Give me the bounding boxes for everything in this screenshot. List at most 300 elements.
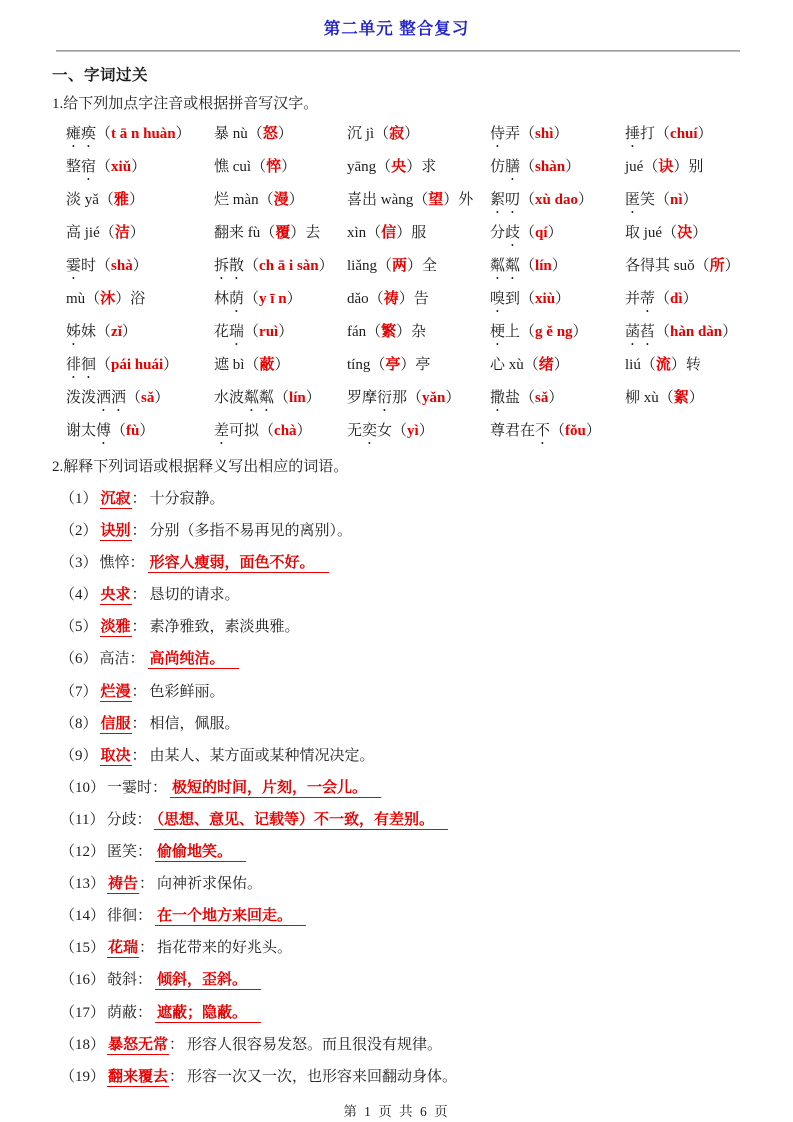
item-number: （3）	[60, 555, 98, 572]
word-entry	[214, 151, 347, 184]
entry-text: ）	[565, 159, 581, 175]
item-number: （7）	[60, 683, 98, 700]
entry-text: ）求	[406, 159, 437, 175]
entry-text: ）	[682, 291, 698, 307]
word-entry	[66, 250, 214, 283]
word-entry	[66, 382, 214, 415]
word-entry	[214, 415, 347, 448]
word-term: 央求	[100, 587, 131, 604]
answer-red: yì	[407, 423, 419, 439]
entry-text: 妹（	[81, 324, 112, 340]
entry-text: 仿	[490, 159, 506, 175]
word-entry	[490, 382, 625, 415]
title-divider	[56, 50, 740, 52]
entry-text: 各得其 suǒ（	[625, 258, 710, 274]
entry-text: 憔 cuì（	[214, 159, 267, 175]
entry-text: ）别	[673, 159, 704, 175]
word-entry	[490, 283, 625, 316]
dotted-character: 菡萏	[625, 324, 656, 340]
entry-text: ）	[692, 225, 708, 241]
word-entry	[66, 118, 214, 151]
entry-text: tíng（	[347, 357, 386, 373]
answer-red: nì	[670, 192, 683, 208]
word-entry	[66, 151, 214, 184]
entry-text: ）	[121, 324, 137, 340]
entry-text: （	[126, 390, 142, 406]
word-term: 诀别	[100, 523, 131, 540]
word-entry	[490, 118, 625, 151]
dotted-character: 霎	[66, 258, 82, 274]
entry-text: ）	[286, 291, 302, 307]
item-number: （4）	[60, 587, 98, 604]
entry-text: ）	[281, 159, 297, 175]
answer-red: shà	[111, 258, 133, 274]
word-entry	[214, 217, 347, 250]
word-entry	[66, 316, 214, 349]
word-term: 信服	[100, 715, 131, 732]
word-entry	[66, 283, 214, 316]
word-entry	[66, 184, 214, 217]
answer-red: ruì	[259, 324, 279, 340]
term-colon: ：	[139, 940, 155, 957]
entry-text: liú（	[625, 357, 656, 373]
entry-text: ）	[154, 390, 170, 406]
word-entry	[347, 283, 490, 316]
word-term: 淡雅	[100, 619, 131, 636]
entry-text: xìn（	[347, 225, 382, 241]
dotted-character: 徘徊	[66, 357, 97, 373]
answer-red: 怒	[262, 126, 278, 142]
answer-red: sǎ	[141, 390, 155, 406]
entry-text: jué（	[625, 159, 659, 175]
definition-item	[60, 964, 793, 996]
entry-text: 打（	[640, 126, 671, 142]
entry-text: yāng（	[347, 159, 392, 175]
answer-red: sǎ	[535, 390, 549, 406]
entry-text: ）	[278, 324, 294, 340]
answer-red: chà	[274, 423, 297, 439]
definition-text: 倾斜，歪斜。	[155, 972, 261, 990]
word-term: 烂漫	[100, 683, 131, 700]
entry-text: ）	[129, 225, 145, 241]
entry-text: ）	[132, 258, 148, 274]
entry-text: ）	[572, 324, 588, 340]
dotted-character: 捶	[625, 126, 641, 142]
dotted-character: 洒洒	[96, 390, 127, 406]
word-entry	[625, 349, 785, 382]
definition-item	[60, 676, 793, 708]
answer-red: ch ā i sàn	[259, 258, 319, 274]
entry-text: ）	[274, 357, 290, 373]
answer-red: y ī n	[259, 291, 287, 307]
item-number: （6）	[60, 651, 98, 668]
definition-item	[60, 868, 793, 900]
answer-red: 望	[428, 192, 444, 208]
word-entry	[490, 415, 625, 448]
answer-red: 寂	[389, 126, 405, 142]
term-colon: ：	[139, 876, 155, 893]
word-term: 荫蔽	[107, 1004, 138, 1021]
answer-red: zǐ	[111, 324, 122, 340]
entry-text: ）	[724, 258, 740, 274]
dotted-character: 匿	[625, 192, 641, 208]
definition-item	[60, 483, 793, 515]
word-entry	[66, 415, 214, 448]
word-entry	[625, 184, 785, 217]
answer-red: 决	[677, 225, 693, 241]
item-number: （17）	[60, 1004, 106, 1021]
entry-text: ）	[288, 192, 304, 208]
word-term: 翻来覆去	[108, 1068, 169, 1085]
answer-red: 悴	[266, 159, 282, 175]
definition-text: 向神祈求保佑。	[157, 876, 263, 893]
answer-red: xù dao	[535, 192, 578, 208]
word-entry	[625, 283, 785, 316]
definition-item	[60, 836, 793, 868]
entry-text: ）	[131, 159, 147, 175]
item-number: （5）	[60, 619, 98, 636]
word-entry	[347, 151, 490, 184]
dotted-character: 侍	[490, 126, 506, 142]
entry-text: 尊君在	[490, 423, 536, 439]
word-entry	[347, 415, 490, 448]
answer-red: 祷	[383, 291, 399, 307]
word-term: 徘徊	[107, 908, 138, 925]
answer-red: 繁	[381, 324, 397, 340]
section2-instruction: 2.解释下列词语或根据释义写出相应的词语。	[52, 459, 349, 475]
entry-text: （	[96, 159, 112, 175]
word-entry	[625, 151, 785, 184]
entry-text: ）	[296, 423, 312, 439]
entry-text: ）服	[396, 225, 427, 241]
section1-heading: 一、字词过关	[52, 67, 149, 84]
item-number: （2）	[60, 523, 98, 540]
definition-text: 由某人、某方面或某种情况决定。	[149, 747, 375, 764]
definition-item	[60, 547, 793, 579]
entry-text: dǎo（	[347, 291, 384, 307]
entry-text: ）	[175, 126, 191, 142]
entry-text: ）	[553, 126, 569, 142]
entry-text: ）	[577, 192, 593, 208]
term-colon: ：	[129, 555, 145, 572]
entry-text: 柳 xù（	[625, 390, 674, 406]
dotted-character: 嗅	[490, 291, 506, 307]
entry-text: 泼泼	[66, 390, 97, 406]
word-entry	[214, 118, 347, 151]
entry-text: 那（	[392, 390, 423, 406]
entry-text: mù（	[66, 291, 101, 307]
word-entry	[490, 250, 625, 283]
entry-text: 笑（	[640, 192, 671, 208]
entry-text: 整	[66, 159, 82, 175]
answer-red: chuí	[670, 126, 698, 142]
entry-text: 并	[625, 291, 641, 307]
entry-text: 可拟（	[229, 423, 275, 439]
dotted-character: 絮叨	[490, 192, 521, 208]
word-entry	[214, 184, 347, 217]
word-entry	[490, 217, 625, 250]
term-colon: ：	[131, 715, 147, 732]
definition-item	[60, 932, 793, 964]
item-number: （10）	[60, 779, 106, 796]
answer-red: hàn dàn	[670, 324, 723, 340]
word-entry	[214, 283, 347, 316]
word-term: 攲斜	[107, 972, 138, 989]
answer-red: xiù	[535, 291, 556, 307]
word-term: 高洁	[99, 651, 130, 668]
term-colon: ：	[131, 587, 147, 604]
answer-red: t ā n huàn	[111, 126, 176, 142]
definition-item	[60, 900, 793, 932]
dotted-character: 瑞	[229, 324, 245, 340]
entry-text: ）	[682, 192, 698, 208]
answer-red: 覆	[275, 225, 291, 241]
entry-text: ）外	[443, 192, 474, 208]
answer-red: dì	[670, 291, 683, 307]
item-number: （13）	[60, 876, 106, 893]
definition-text: 分别（多指不易再见的离别）。	[149, 523, 353, 540]
answer-red: g ě ng	[535, 324, 573, 340]
word-entry	[66, 349, 214, 382]
word-term: 分歧	[106, 811, 137, 828]
definition-item	[60, 579, 793, 611]
dotted-character: 瘫痪	[66, 126, 97, 142]
definition-text: 形容人瘦弱，面色不好。	[148, 555, 329, 573]
answer-red: pái huái	[111, 357, 164, 373]
entry-text: 谢太	[66, 423, 97, 439]
answer-red: 絮	[673, 390, 689, 406]
word-term: 匿笑	[107, 844, 138, 861]
item-number: （18）	[60, 1036, 106, 1053]
word-entry	[490, 184, 625, 217]
entry-text: 分	[490, 225, 506, 241]
word-term: 沉寂	[100, 491, 131, 507]
definition-item	[60, 643, 793, 675]
item-number: （15）	[60, 940, 106, 957]
answer-red: 洁	[114, 225, 130, 241]
item-number: （19）	[60, 1068, 106, 1085]
definition-text: 遮蔽；隐蔽。	[155, 1005, 261, 1023]
definition-item	[60, 1029, 793, 1061]
word-entry	[490, 349, 625, 382]
item-number: （8）	[60, 715, 98, 732]
word-entry	[490, 151, 625, 184]
answer-red: 央	[391, 159, 407, 175]
entry-text: （	[96, 126, 112, 142]
answer-red: 两	[392, 258, 408, 274]
entry-text: 林	[214, 291, 230, 307]
entry-text: （	[520, 258, 536, 274]
section1-instruction: 1.给下列加点字注音或根据拼音写汉字。	[52, 96, 319, 112]
dotted-character: 衍	[377, 390, 393, 406]
entry-text: 花	[214, 324, 230, 340]
word-entry	[347, 217, 490, 250]
term-colon: ：	[137, 844, 153, 861]
word-term: 取决	[100, 747, 131, 764]
entry-text: ）	[688, 390, 704, 406]
entry-text: 遮 bì（	[214, 357, 260, 373]
word-entry	[66, 217, 214, 250]
word-entry	[214, 316, 347, 349]
entry-text: 罗摩	[347, 390, 378, 406]
entry-text: 翻来 fù（	[214, 225, 276, 241]
entry-text: ）	[139, 423, 155, 439]
entry-text: ）告	[398, 291, 429, 307]
definition-item	[60, 997, 793, 1029]
answer-red: fù	[126, 423, 140, 439]
dotted-character: 粼粼	[490, 258, 521, 274]
dotted-character: 膳	[505, 159, 521, 175]
entry-text: fán（	[347, 324, 382, 340]
item-number: （14）	[60, 908, 106, 925]
answer-red: 亭	[385, 357, 401, 373]
term-colon: ：	[137, 972, 153, 989]
entry-text: ）全	[407, 258, 438, 274]
entry-text: ）	[553, 357, 569, 373]
word-entry	[625, 316, 785, 349]
entry-text: （	[111, 423, 127, 439]
definitions-list	[60, 483, 793, 1093]
definition-text: 十分寂静。	[149, 491, 225, 507]
entry-text: （	[96, 357, 112, 373]
entry-text: ）	[722, 324, 738, 340]
definition-item	[60, 515, 793, 547]
dotted-character: 差	[214, 423, 230, 439]
term-colon: ：	[131, 619, 147, 636]
word-entry	[625, 382, 785, 415]
entry-text: ）	[585, 423, 601, 439]
term-colon: ：	[129, 651, 145, 668]
word-term: 暴怒无常	[108, 1036, 169, 1053]
dotted-character: 荫	[229, 291, 245, 307]
entry-text: 盐（	[505, 390, 536, 406]
entry-text: 到（	[505, 291, 536, 307]
entry-text: （	[244, 324, 260, 340]
entry-text: 时（	[81, 258, 112, 274]
entry-text: 沉 jì（	[347, 126, 390, 142]
answer-red: 流	[655, 357, 671, 373]
definition-text: 恳切的请求。	[149, 587, 240, 604]
term-colon: ：	[131, 747, 147, 764]
definition-item	[60, 740, 793, 772]
dotted-character: 歧	[505, 225, 521, 241]
entry-text: 烂 màn（	[214, 192, 274, 208]
dotted-character: 粼粼	[244, 390, 275, 406]
definition-text: 素净雅致，素淡典雅。	[149, 619, 300, 636]
term-colon: ：	[131, 683, 147, 700]
definition-text: （思想、意见、记载等）不一致，有差别。	[154, 812, 448, 830]
entry-text: ）	[445, 390, 461, 406]
entry-text: ）	[418, 423, 434, 439]
term-colon: ：	[137, 908, 153, 925]
entry-text: liǎng（	[347, 258, 392, 274]
answer-red: 漫	[273, 192, 289, 208]
definition-text: 偷偷地笑。	[155, 844, 246, 862]
dotted-character: 不	[535, 423, 551, 439]
definition-text: 色彩鲜丽。	[149, 683, 225, 700]
word-entry	[625, 118, 785, 151]
answer-red: 诀	[658, 159, 674, 175]
page-footer: 第 1 页 共 6 页	[343, 1103, 450, 1119]
definition-text: 形容人很容易发怒。而且很没有规律。	[187, 1036, 443, 1053]
answer-red: qí	[535, 225, 548, 241]
definition-item	[60, 611, 793, 643]
entry-text: （	[550, 423, 566, 439]
dotted-character: 奕	[362, 423, 378, 439]
word-term: 花瑞	[108, 940, 139, 957]
entry-text: ）	[551, 258, 567, 274]
answer-red: 所	[709, 258, 725, 274]
definition-text: 高尚纯洁。	[148, 651, 239, 669]
entry-text: 无	[347, 423, 363, 439]
entry-text: （	[244, 291, 260, 307]
entry-text: ）	[277, 126, 293, 142]
item-number: （16）	[60, 972, 106, 989]
dotted-character: 蒂	[640, 291, 656, 307]
word-entry	[347, 250, 490, 283]
word-entry	[347, 382, 490, 415]
definition-text: 指花带来的好兆头。	[157, 940, 293, 957]
entry-text: （	[244, 258, 260, 274]
term-colon: ：	[152, 779, 168, 796]
dotted-character: 傅	[96, 423, 112, 439]
answer-red: shì	[535, 126, 554, 142]
entry-text: ）杂	[396, 324, 427, 340]
entry-text: 取 jué（	[625, 225, 678, 241]
word-entry	[490, 316, 625, 349]
entry-text: （	[655, 291, 671, 307]
dotted-character: 姊	[66, 324, 82, 340]
entry-text: ）	[548, 390, 564, 406]
definition-text: 相信，佩服。	[149, 715, 240, 732]
definition-item	[60, 772, 793, 804]
definition-text: 极短的时间，片刻，一会儿。	[170, 780, 381, 798]
entry-text: ）	[547, 225, 563, 241]
entry-text: ）	[697, 126, 713, 142]
item-number: （1）	[60, 491, 98, 507]
entry-text: ）	[404, 126, 420, 142]
word-entry	[625, 250, 785, 283]
word-entry	[625, 217, 785, 250]
item-number: （9）	[60, 747, 98, 764]
entry-text: ）转	[670, 357, 701, 373]
answer-red: yǎn	[422, 390, 446, 406]
dotted-character: 梗	[490, 324, 506, 340]
answer-red: 绪	[538, 357, 554, 373]
entry-text: ）去	[290, 225, 321, 241]
entry-text: （	[655, 324, 671, 340]
entry-text: 弄（	[505, 126, 536, 142]
entry-text: 喜出 wàng（	[347, 192, 429, 208]
entry-text: ）亭	[400, 357, 431, 373]
entry-text: （	[520, 225, 536, 241]
term-colon: ：	[131, 491, 147, 507]
answer-red: shàn	[535, 159, 566, 175]
entry-text: ）	[128, 192, 144, 208]
word-entry	[214, 382, 347, 415]
word-entry	[347, 349, 490, 382]
word-entry	[347, 118, 490, 151]
entry-text: 暴 nù（	[214, 126, 263, 142]
entry-text: 水波	[214, 390, 245, 406]
answer-red: lín	[289, 390, 306, 406]
term-colon: ：	[169, 1036, 185, 1053]
entry-text: （	[274, 390, 290, 406]
definition-text: 形容一次又一次，也形容来回翻动身体。	[187, 1068, 458, 1085]
entry-text: ）	[555, 291, 571, 307]
word-term: 憔悴	[99, 555, 130, 572]
answer-red: 沐	[100, 291, 116, 307]
